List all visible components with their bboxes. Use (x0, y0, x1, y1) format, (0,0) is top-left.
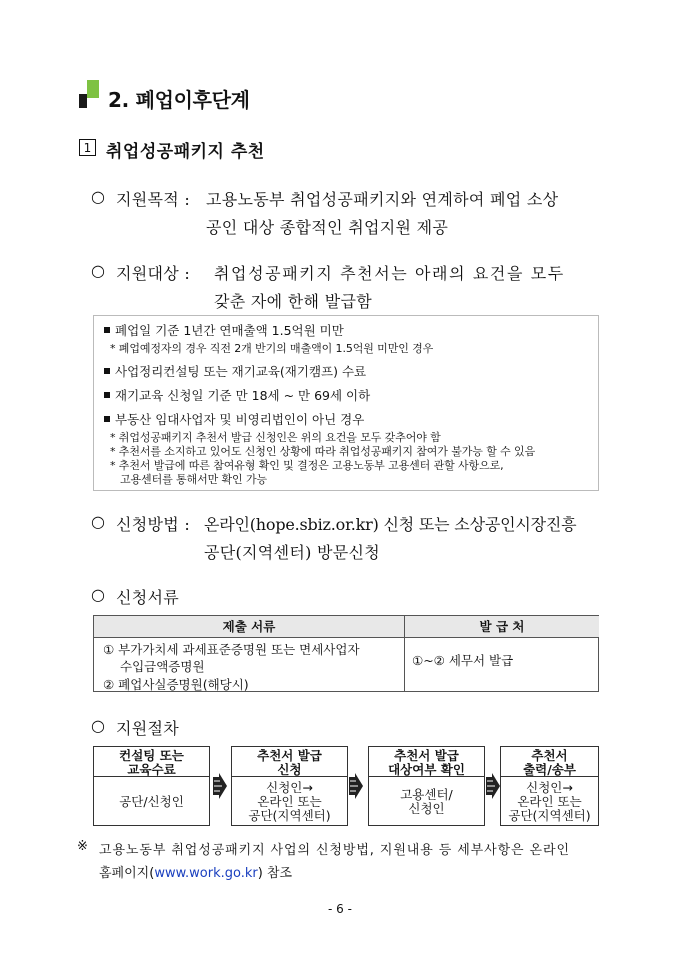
method-line-1: 온라인(hope.sbiz.or.kr) 신청 또는 소상공인시장진흥 (204, 515, 577, 534)
footnote-line-1: 고용노동부 취업성공패키지 사업의 신청방법, 지원내용 등 세부사항은 온라인 (99, 843, 570, 858)
section-title: 2. 폐업이후단계 (108, 88, 250, 112)
square-bullet-icon (104, 327, 110, 333)
subsection-title: 취업성공패키지 추천 (106, 142, 265, 162)
arrow-right-icon (349, 773, 363, 799)
footnote-line-2: 홈페이지(www.work.go.kr) 참조 (99, 866, 293, 881)
document-item: ① 부가가치세 과세표준증명원 또는 면세사업자 (103, 642, 360, 657)
criteria-item: 재기교육 신청일 기준 만 18세 ~ 만 69세 이하 (104, 386, 370, 404)
target-bullet: ○ (91, 261, 106, 280)
method-line-2: 공단(지역센터) 방문신청 (204, 543, 381, 562)
procedure-step-2: 추천서 발급 신청 신청인→ 온라인 또는 공단(지역센터) (231, 746, 348, 826)
document-item: ② 폐업사실증명원(해당시) (103, 677, 249, 692)
purpose-bullet: ○ (91, 187, 106, 206)
table-header-documents: 제출 서류 (94, 616, 404, 638)
square-bullet-icon (104, 368, 110, 374)
criteria-item: 부동산 임대사업자 및 비영리법인이 아닌 경우 (104, 410, 364, 428)
criteria-item: 폐업일 기준 1년간 연매출액 1.5억원 미만 (104, 321, 344, 339)
purpose-label: 지원목적 : (116, 190, 191, 209)
procedure-step-1: 컨설팅 또는 교육수료 공단/신청인 (93, 746, 210, 826)
purpose-line-1: 고용노동부 취업성공패키지와 연계하여 폐업 소상 (206, 190, 559, 209)
subsection-number-box: 1 (79, 139, 96, 156)
documents-label: 신청서류 (116, 588, 180, 607)
criteria-note: * 추천서 발급에 따른 참여유형 확인 및 결정은 고용노동부 고용센터 관할 사항으로, (110, 459, 504, 472)
target-line-2: 갖춘 자에 한해 발급함 (214, 292, 372, 311)
target-label: 지원대상 : (116, 264, 191, 283)
criteria-note: * 취업성공패키지 추천서 발급 신청인은 위의 요건을 모두 갖추어야 함 (110, 431, 441, 444)
documents-table (93, 615, 599, 692)
square-bullet-icon (104, 392, 110, 398)
procedure-step-4: 추천서 출력/송부 신청인→ 온라인 또는 공단(지역센터) (500, 746, 599, 826)
issuer-cell: ①~② 세무서 발급 (412, 653, 514, 668)
criteria-item: 사업정리컨설팅 또는 재기교육(재기캠프) 수료 (104, 362, 366, 380)
purpose-line-2: 공인 대상 종합적인 취업지원 제공 (206, 218, 449, 237)
table-header-issuer: 발 급 처 (405, 616, 599, 638)
section-marker-icon (79, 80, 101, 110)
documents-bullet: ○ (91, 585, 106, 604)
eligibility-criteria-box (93, 315, 599, 491)
target-line-1: 취업성공패키지 추천서는 아래의 요건을 모두 (214, 264, 565, 283)
procedure-label: 지원절차 (116, 719, 180, 738)
method-label: 신청방법 : (116, 515, 191, 534)
arrow-right-icon (486, 773, 500, 799)
method-bullet: ○ (91, 512, 106, 531)
footnote-mark: ※ (77, 839, 88, 854)
criteria-note: 고용센터를 통해서만 확인 가능 (120, 473, 268, 486)
work-go-kr-link[interactable]: www.work.go.kr (154, 866, 258, 881)
criteria-note: * 추천서를 소지하고 있어도 신청인 상황에 따라 취업성공패키지 참여가 불가능 할 수 있음 (110, 445, 536, 458)
square-bullet-icon (104, 416, 110, 422)
document-item: 수입금액증명원 (120, 659, 205, 674)
arrow-right-icon (213, 773, 227, 799)
procedure-step-3: 추천서 발급 대상여부 확인 고용센터/ 신청인 (368, 746, 485, 826)
criteria-note: * 폐업예정자의 경우 직전 2개 반기의 매출액이 1.5억원 미만인 경우 (110, 342, 434, 355)
page-number: - 6 - (328, 902, 352, 916)
procedure-bullet: ○ (91, 716, 106, 735)
